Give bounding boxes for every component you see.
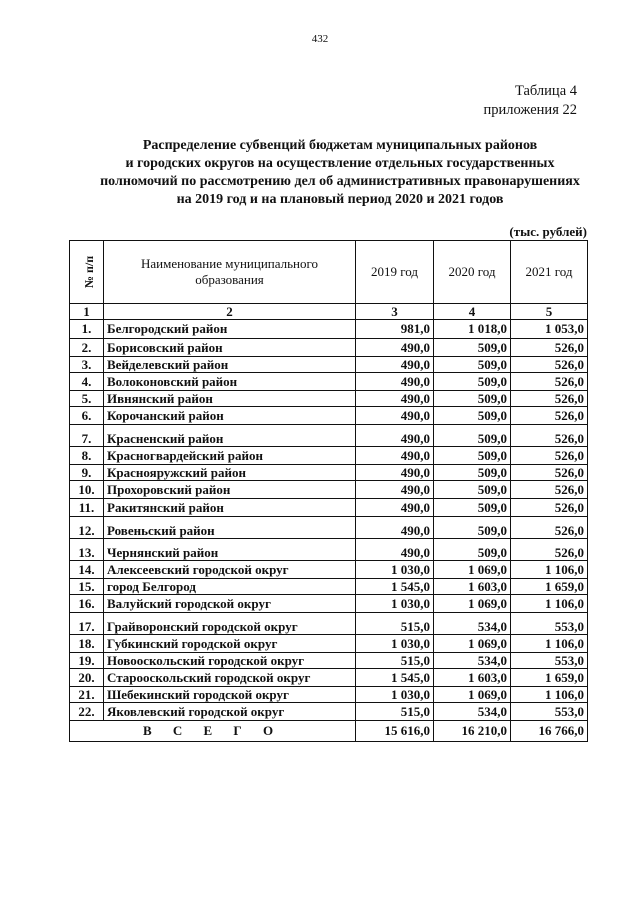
value-2021: 553,0 (511, 703, 588, 721)
value-2019: 1 030,0 (356, 561, 434, 579)
value-2020: 1 603,0 (434, 579, 511, 595)
value-2020: 509,0 (434, 339, 511, 357)
value-2021: 553,0 (511, 613, 588, 635)
value-2019: 1 030,0 (356, 595, 434, 613)
table-row (70, 517, 588, 539)
row-number: 1. (70, 320, 104, 339)
value-2020: 1 069,0 (434, 595, 511, 613)
table-row (70, 391, 588, 407)
header-name: Наименование муниципального образования (104, 241, 356, 304)
value-2021: 526,0 (511, 499, 588, 517)
row-number: 21. (70, 687, 104, 703)
table-row (70, 635, 588, 653)
municipality-name: Краснояружский район (104, 465, 356, 481)
column-number-row (70, 304, 588, 320)
value-2019: 490,0 (356, 407, 434, 425)
value-2021: 526,0 (511, 447, 588, 465)
municipality-name: Ивнянский район (104, 391, 356, 407)
municipality-name: Красногвардейский район (104, 447, 356, 465)
row-number: 5. (70, 391, 104, 407)
value-2019: 1 030,0 (356, 687, 434, 703)
row-number: 14. (70, 561, 104, 579)
value-2021: 526,0 (511, 391, 588, 407)
table-row (70, 539, 588, 561)
document-title (40, 137, 640, 209)
row-number: 11. (70, 499, 104, 517)
table-row (70, 481, 588, 499)
value-2019: 1 545,0 (356, 579, 434, 595)
value-2021: 1 106,0 (511, 635, 588, 653)
total-2020: 16 210,0 (434, 721, 511, 742)
value-2020: 1 018,0 (434, 320, 511, 339)
municipality-name: Шебекинский городской округ (104, 687, 356, 703)
row-number: 3. (70, 357, 104, 373)
value-2021: 526,0 (511, 373, 588, 391)
row-number: 12. (70, 517, 104, 539)
title-line-3: полномочий по рассмотрению дел об административных правонарушениях (100, 174, 580, 189)
municipality-name: Валуйский городской округ (104, 595, 356, 613)
header-2020: 2020 год (434, 241, 511, 304)
header-2021: 2021 год (511, 241, 588, 304)
row-number: 7. (70, 425, 104, 447)
table-row (70, 703, 588, 721)
value-2019: 490,0 (356, 373, 434, 391)
row-number: 19. (70, 653, 104, 669)
value-2019: 490,0 (356, 447, 434, 465)
municipality-name: Вейделевский район (104, 357, 356, 373)
total-2021: 16 766,0 (511, 721, 588, 742)
row-number: 8. (70, 447, 104, 465)
table-row (70, 357, 588, 373)
header-2019: 2019 год (356, 241, 434, 304)
row-number: 22. (70, 703, 104, 721)
value-2021: 1 053,0 (511, 320, 588, 339)
value-2019: 490,0 (356, 465, 434, 481)
row-number: 15. (70, 579, 104, 595)
value-2020: 534,0 (434, 703, 511, 721)
value-2021: 526,0 (511, 517, 588, 539)
value-2019: 490,0 (356, 539, 434, 561)
table-row (70, 320, 588, 339)
municipality-name: Губкинский городской округ (104, 635, 356, 653)
row-number: 6. (70, 407, 104, 425)
value-2020: 534,0 (434, 613, 511, 635)
row-number: 18. (70, 635, 104, 653)
column-number: 5 (511, 304, 588, 320)
row-number: 13. (70, 539, 104, 561)
value-2021: 526,0 (511, 339, 588, 357)
column-number: 2 (104, 304, 356, 320)
header-num: № п/п (70, 241, 104, 304)
table-row (70, 407, 588, 425)
value-2021: 526,0 (511, 481, 588, 499)
table-row (70, 687, 588, 703)
row-number: 16. (70, 595, 104, 613)
municipality-name: Ракитянский район (104, 499, 356, 517)
value-2020: 509,0 (434, 517, 511, 539)
subsidy-table (69, 240, 588, 742)
municipality-name: Новооскольский городской округ (104, 653, 356, 669)
units-label: (тыс. рублей) (509, 224, 587, 239)
value-2020: 509,0 (434, 481, 511, 499)
table-header-row (70, 241, 588, 304)
table-body (70, 320, 588, 721)
table-row (70, 499, 588, 517)
table-reference (484, 82, 577, 120)
total-label: В С Е Г О (70, 721, 356, 742)
row-number: 9. (70, 465, 104, 481)
value-2019: 490,0 (356, 391, 434, 407)
value-2019: 490,0 (356, 481, 434, 499)
value-2019: 981,0 (356, 320, 434, 339)
value-2019: 490,0 (356, 339, 434, 357)
value-2020: 534,0 (434, 653, 511, 669)
value-2019: 515,0 (356, 703, 434, 721)
municipality-name: Ровеньский район (104, 517, 356, 539)
value-2020: 1 603,0 (434, 669, 511, 687)
value-2020: 509,0 (434, 425, 511, 447)
value-2021: 526,0 (511, 539, 588, 561)
total-2019: 15 616,0 (356, 721, 434, 742)
table-row (70, 339, 588, 357)
value-2020: 1 069,0 (434, 561, 511, 579)
value-2021: 526,0 (511, 407, 588, 425)
value-2021: 1 659,0 (511, 579, 588, 595)
municipality-name: Яковлевский городской округ (104, 703, 356, 721)
municipality-name: Грайворонский городской округ (104, 613, 356, 635)
value-2021: 1 106,0 (511, 595, 588, 613)
table-row (70, 373, 588, 391)
value-2021: 553,0 (511, 653, 588, 669)
table-row (70, 653, 588, 669)
value-2021: 1 106,0 (511, 561, 588, 579)
value-2020: 509,0 (434, 357, 511, 373)
value-2020: 509,0 (434, 539, 511, 561)
value-2020: 509,0 (434, 373, 511, 391)
value-2020: 509,0 (434, 407, 511, 425)
column-number: 1 (70, 304, 104, 320)
total-row (70, 721, 588, 742)
row-number: 20. (70, 669, 104, 687)
value-2019: 1 030,0 (356, 635, 434, 653)
value-2019: 1 545,0 (356, 669, 434, 687)
row-number: 4. (70, 373, 104, 391)
table-row (70, 425, 588, 447)
column-number: 3 (356, 304, 434, 320)
title-line-1: Распределение субвенций бюджетам муниципальных районов (142, 138, 538, 153)
municipality-name: Чернянский район (104, 539, 356, 561)
table-row (70, 669, 588, 687)
value-2021: 526,0 (511, 465, 588, 481)
value-2020: 1 069,0 (434, 687, 511, 703)
value-2019: 490,0 (356, 517, 434, 539)
value-2020: 1 069,0 (434, 635, 511, 653)
value-2020: 509,0 (434, 447, 511, 465)
row-number: 17. (70, 613, 104, 635)
value-2021: 1 659,0 (511, 669, 588, 687)
value-2021: 526,0 (511, 357, 588, 373)
table-row (70, 447, 588, 465)
municipality-name: Алексеевский городской округ (104, 561, 356, 579)
value-2020: 509,0 (434, 499, 511, 517)
page-number: 432 (311, 33, 329, 45)
municipality-name: Красненский район (104, 425, 356, 447)
value-2019: 490,0 (356, 499, 434, 517)
municipality-name: Корочанский район (104, 407, 356, 425)
municipality-name: город Белгород (104, 579, 356, 595)
value-2020: 509,0 (434, 465, 511, 481)
value-2019: 515,0 (356, 653, 434, 669)
title-line-4: на 2019 год и на плановый период 2020 и 2021 годов (176, 192, 504, 207)
table-ref-line1: Таблица 4 (514, 83, 577, 99)
municipality-name: Прохоровский район (104, 481, 356, 499)
table-row (70, 613, 588, 635)
title-line-2: и городских округов на осуществление отдельных государственных (125, 156, 555, 171)
value-2019: 490,0 (356, 357, 434, 373)
table-row (70, 579, 588, 595)
table-row (70, 465, 588, 481)
column-number: 4 (434, 304, 511, 320)
municipality-name: Борисовский район (104, 339, 356, 357)
table-row (70, 561, 588, 579)
value-2019: 515,0 (356, 613, 434, 635)
municipality-name: Старооскольский городской округ (104, 669, 356, 687)
value-2019: 490,0 (356, 425, 434, 447)
row-number: 10. (70, 481, 104, 499)
value-2020: 509,0 (434, 391, 511, 407)
row-number: 2. (70, 339, 104, 357)
municipality-name: Волоконовский район (104, 373, 356, 391)
table-ref-line2: приложения 22 (483, 102, 577, 118)
table-row (70, 595, 588, 613)
municipality-name: Белгородский район (104, 320, 356, 339)
value-2021: 1 106,0 (511, 687, 588, 703)
value-2021: 526,0 (511, 425, 588, 447)
